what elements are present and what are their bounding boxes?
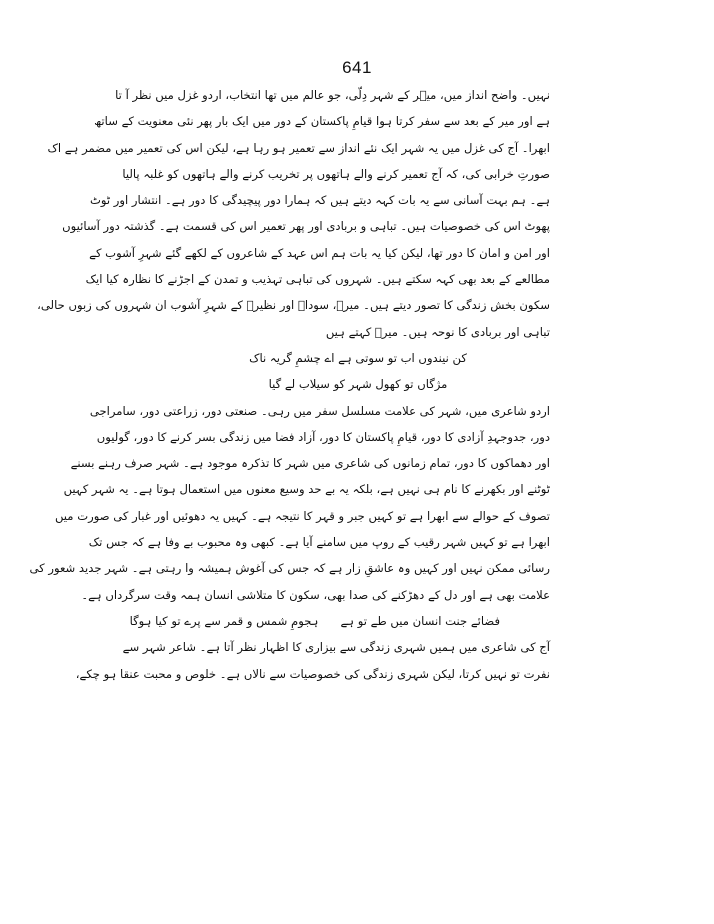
text-line: تباہی اور بربادی کا نوحہ ہیں۔ میرؔ کہتے ہیں <box>325 324 550 339</box>
text-line: ابھرا ہے تو کہیں شہر رقیب کے روپ میں سامنے آیا ہے۔ کبھی وہ محبوب بے وفا ہے کہ جس تک <box>88 535 550 550</box>
text-line: نہیں۔ واضح انداز میں، میؔر کے شہر دِلّی، جو عالم میں تھا انتخاب، اردو غزل میں نظر آ تا <box>115 88 550 102</box>
text-line: آج کی شاعری میں ہمیں شہری زندگی سے بیزاری کا اظہار نظر آتا ہے۔ شاعر شہر سے <box>122 640 550 655</box>
verse-quote <box>166 345 550 398</box>
text-line: پھوٹ اس کی خصوصیات ہیں۔ تباہی و بربادی اور پھر تعمیر اس کی قسمت ہے۔ گذشتہ دور آسائیوں <box>62 219 550 234</box>
text-line: اور دھماکوں کا دور، تمام زمانوں کی شاعری میں شہر کا تذکرہ موجود ہے۔ شہر صرف رہنے بسنے <box>70 456 550 471</box>
page-number: 641 <box>342 58 372 77</box>
text-line: اور امن و امان کا دور تھا، لیکن کیا یہ بات ہم اس عہد کے شاعروں کے لکھے گئے شہرِ آشوب کے <box>89 245 550 260</box>
couplet <box>129 608 550 634</box>
text-line: علامت بھی ہے اور دل کے دھڑکنے کی صدا بھی، سکون کا متلاشی انسان ہمہ وقت سرگرداں ہے۔ <box>81 587 550 602</box>
text-line: مطالعے کے بعد بھی کہہ سکتے ہیں۔ شہروں کی تباہی تہذیب و تمدن کے اجڑنے کا نظارہ کیا ایک <box>85 272 550 287</box>
text-line: ہے۔ ہم بہت آسانی سے یہ بات کہہ دیتے ہیں کہ ہمارا دور پیچیدگی کا دور ہے۔ انتشار اور ٹوٹ <box>89 193 550 208</box>
verse-line: کن نیندوں اب تو سوتی ہے اے چشمِ گریہ ناک <box>249 350 467 365</box>
verse-line: مژگاں تو کھول شہر کو سیلاب لے گیا <box>268 377 448 392</box>
text-line: اردو شاعری میں، شہر کی علامت مسلسل سفر میں رہی۔ صنعتی دور، زراعتی دور، سامراجی <box>89 403 550 418</box>
text-line: ہے اور میر کے بعد سے سفر کرتا ہوا قیامِ پاکستان کے دور میں ایک بار پھر نئی معنویت کے ساتھ <box>94 114 550 129</box>
text-line: صورتِ خرابی کی، کہ آج تعمیر کرنے والے ہاتھوں پر تخریب کرنے والے ہاتھوں کو غلبہ پالیا <box>122 166 550 181</box>
text-line: رسائی ممکن نہیں اور کہیں وہ عاشقِ زار ہے کہ جس کی آغوش ہمیشہ وا رہتی ہے۔ شہر جدید شعور کی <box>29 561 550 576</box>
body-text <box>29 82 550 687</box>
paragraph <box>29 398 550 608</box>
text-line: نفرت تو نہیں کرتا، لیکن شہری زندگی کی خصوصیات سے نالاں ہے۔ خلوص و محبت عنقا ہو چکے، <box>75 666 550 681</box>
text-line: ابھرا۔ آج کی غزل میں یہ شہر ایک نئے انداز سے تعمیر ہو رہا ہے، لیکن اس کی تعمیر میں مضمر ہے اک <box>47 140 550 155</box>
text-line: سکون بخش زندگی کا تصور دیتے ہیں۔ میرؔ، سوداؔ اور نظیرؔ کے شہرِ آشوب ان شہروں کی زبوں حالی، <box>37 298 550 313</box>
paragraph <box>37 82 550 345</box>
text-line: دور، جدوجہدِ آزادی کا دور، قیامِ پاکستان کا دور، آزاد فضا میں زندگی بسر کرنے کا دور، گولیوں <box>96 429 550 444</box>
paragraph <box>75 634 550 687</box>
text-line: تصوف کے حوالے سے ابھرا ہے تو کہیں جبر و قہر کا نتیجہ ہے۔ کہیں یہ دھوئیں اور غبار کی صورت میں <box>54 508 550 523</box>
couplet-first-hemistich: فضائے جنت انسان میں طے تو ہے <box>340 613 500 628</box>
couplet-second-hemistich: ہجومِ شمس و قمر سے پرے تو کیا ہوگا <box>129 613 319 628</box>
text-line: ٹوٹنے اور بکھرنے کا نام ہی نہیں ہے، بلکہ یہ بے حد وسیع معنوں میں استعمال ہوتا ہے۔ یہ شہر کہیں <box>63 482 550 497</box>
